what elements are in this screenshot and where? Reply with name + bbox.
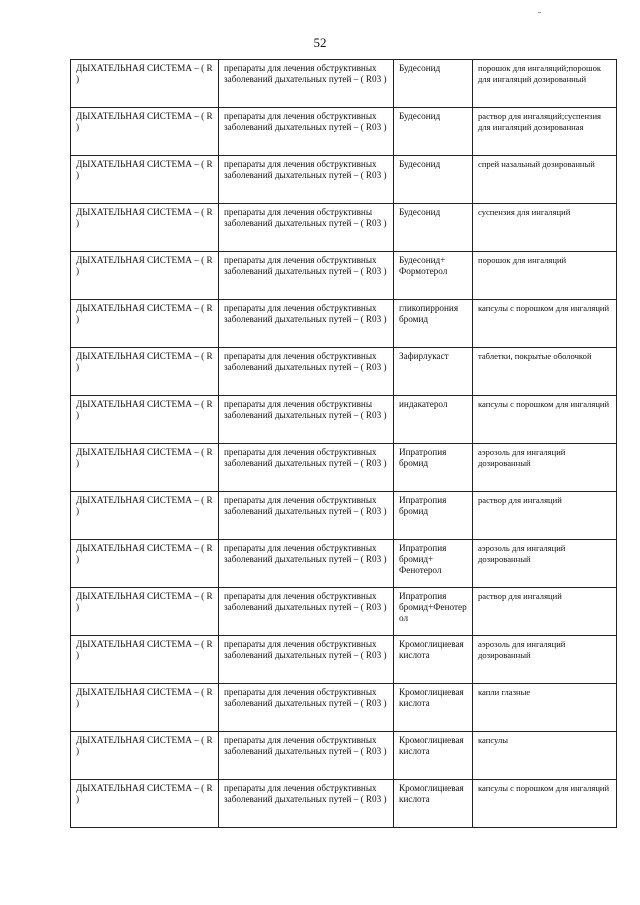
drug-group-cell: препараты для лечения обструктивных заболеваний дыхательных путей – ( R03 ) — [219, 732, 394, 780]
system-cell: ДЫХАТЕЛЬНАЯ СИСТЕМА – ( R ) — [71, 684, 219, 732]
table-row — [71, 108, 617, 156]
dosage-form-cell: раствор для ингаляций — [473, 492, 617, 540]
system-cell: ДЫХАТЕЛЬНАЯ СИСТЕМА – ( R ) — [71, 444, 219, 492]
drug-group-cell: препараты для лечения обструктивных заболеваний дыхательных путей – ( R03 ) — [219, 300, 394, 348]
substance-cell: Ипратропия бромид+Фенотерол — [394, 588, 473, 636]
dosage-form-cell: капсулы с порошком для ингаляций — [473, 300, 617, 348]
system-cell: ДЫХАТЕЛЬНАЯ СИСТЕМА – ( R ) — [71, 60, 219, 108]
drug-group-cell: препараты для лечения обструктивных заболеваний дыхательных путей – ( R03 ) — [219, 60, 394, 108]
substance-cell: индакатерол — [394, 396, 473, 444]
dosage-form-cell: порошок для ингаляций — [473, 252, 617, 300]
drug-group-cell: препараты для лечения обструктивных заболеваний дыхательных путей – ( R03 ) — [219, 348, 394, 396]
system-cell: ДЫХАТЕЛЬНАЯ СИСТЕМА – ( R ) — [71, 156, 219, 204]
drug-group-cell: препараты для лечения обструктивных заболеваний дыхательных путей – ( R03 ) — [219, 588, 394, 636]
substance-cell: Будесонид+ Формотерол — [394, 252, 473, 300]
scan-artifact — [538, 12, 541, 13]
dosage-form-cell: спрей назальный дозированный — [473, 156, 617, 204]
substance-cell: гликопиррония бромид — [394, 300, 473, 348]
table-row — [71, 492, 617, 540]
drug-table — [70, 59, 617, 828]
drug-group-cell: препараты для лечения обструктивных заболеваний дыхательных путей – ( R03 ) — [219, 156, 394, 204]
dosage-form-cell: суспензия для ингаляций — [473, 204, 617, 252]
drug-group-cell: препараты для лечения обструктивных заболеваний дыхательных путей – ( R03 ) — [219, 636, 394, 684]
system-cell: ДЫХАТЕЛЬНАЯ СИСТЕМА – ( R ) — [71, 300, 219, 348]
substance-cell: Зафирлукаст — [394, 348, 473, 396]
table-row — [71, 540, 617, 588]
dosage-form-cell: капли глазные — [473, 684, 617, 732]
drug-group-cell: препараты для лечения обструктивных заболеваний дыхательных путей – ( R03 ) — [219, 684, 394, 732]
drug-group-cell: препараты для лечения обструктивны заболеваний дыхательных путей – ( R03 ) — [219, 204, 394, 252]
drug-group-cell: препараты для лечения обструктивных заболеваний дыхательных путей – ( R03 ) — [219, 252, 394, 300]
drug-group-cell: препараты для лечения обструктивных заболеваний дыхательных путей – ( R03 ) — [219, 780, 394, 828]
system-cell: ДЫХАТЕЛЬНАЯ СИСТЕМА – ( R ) — [71, 492, 219, 540]
dosage-form-cell: капсулы с порошком для ингаляций — [473, 780, 617, 828]
dosage-form-cell: аэрозоль для ингаляций дозированный — [473, 540, 617, 588]
table-row — [71, 588, 617, 636]
substance-cell: Ипратропия бромид — [394, 492, 473, 540]
substance-cell: Кромоглициевая кислота — [394, 732, 473, 780]
dosage-form-cell: порошок для ингаляций;порошок для ингаляций дозированный — [473, 60, 617, 108]
drug-group-cell: препараты для лечения обструктивных заболеваний дыхательных путей – ( R03 ) — [219, 108, 394, 156]
system-cell: ДЫХАТЕЛЬНАЯ СИСТЕМА – ( R ) — [71, 396, 219, 444]
table-row — [71, 396, 617, 444]
system-cell: ДЫХАТЕЛЬНАЯ СИСТЕМА – ( R ) — [71, 252, 219, 300]
dosage-form-cell: аэрозоль для ингаляций дозированный — [473, 636, 617, 684]
dosage-form-cell: капсулы с порошком для ингаляций — [473, 396, 617, 444]
substance-cell: Кромоглициевая кислота — [394, 780, 473, 828]
substance-cell: Ипратропия бромид — [394, 444, 473, 492]
table-row — [71, 60, 617, 108]
table-row — [71, 732, 617, 780]
dosage-form-cell: таблетки, покрытые оболочкой — [473, 348, 617, 396]
substance-cell: Будесонид — [394, 204, 473, 252]
system-cell: ДЫХАТЕЛЬНАЯ СИСТЕМА – ( R ) — [71, 780, 219, 828]
dosage-form-cell: аэрозоль для ингаляций дозированный — [473, 444, 617, 492]
system-cell: ДЫХАТЕЛЬНАЯ СИСТЕМА – ( R ) — [71, 732, 219, 780]
table-row — [71, 444, 617, 492]
substance-cell: Будесонид — [394, 108, 473, 156]
table-row — [71, 636, 617, 684]
table-row — [71, 204, 617, 252]
table-row — [71, 252, 617, 300]
system-cell: ДЫХАТЕЛЬНАЯ СИСТЕМА – ( R ) — [71, 636, 219, 684]
drug-group-cell: препараты для лечения обструктивных заболеваний дыхательных путей – ( R03 ) — [219, 492, 394, 540]
table-row — [71, 684, 617, 732]
substance-cell: Кромоглициевая кислота — [394, 684, 473, 732]
table-row — [71, 780, 617, 828]
system-cell: ДЫХАТЕЛЬНАЯ СИСТЕМА – ( R ) — [71, 348, 219, 396]
system-cell: ДЫХАТЕЛЬНАЯ СИСТЕМА – ( R ) — [71, 108, 219, 156]
table-row — [71, 156, 617, 204]
table-row — [71, 300, 617, 348]
drug-group-cell: препараты для лечения обструктивных заболеваний дыхательных путей – ( R03 ) — [219, 444, 394, 492]
substance-cell: Кромоглициевая кислота — [394, 636, 473, 684]
dosage-form-cell: раствор для ингаляций — [473, 588, 617, 636]
system-cell: ДЫХАТЕЛЬНАЯ СИСТЕМА – ( R ) — [71, 204, 219, 252]
dosage-form-cell: раствор для ингаляций;суспензия для ингаляций дозированная — [473, 108, 617, 156]
drug-group-cell: препараты для лечения обструктивны заболеваний дыхательных путей – ( R03 ) — [219, 396, 394, 444]
system-cell: ДЫХАТЕЛЬНАЯ СИСТЕМА – ( R ) — [71, 540, 219, 588]
dosage-form-cell: капсулы — [473, 732, 617, 780]
system-cell: ДЫХАТЕЛЬНАЯ СИСТЕМА – ( R ) — [71, 588, 219, 636]
substance-cell: Ипратропия бромид+ Фенотерол — [394, 540, 473, 588]
table-row — [71, 348, 617, 396]
substance-cell: Будесонид — [394, 156, 473, 204]
substance-cell: Будесонид — [394, 60, 473, 108]
page-number: 52 — [313, 35, 327, 50]
drug-group-cell: препараты для лечения обструктивных заболеваний дыхательных путей – ( R03 ) — [219, 540, 394, 588]
table-body — [71, 60, 617, 828]
